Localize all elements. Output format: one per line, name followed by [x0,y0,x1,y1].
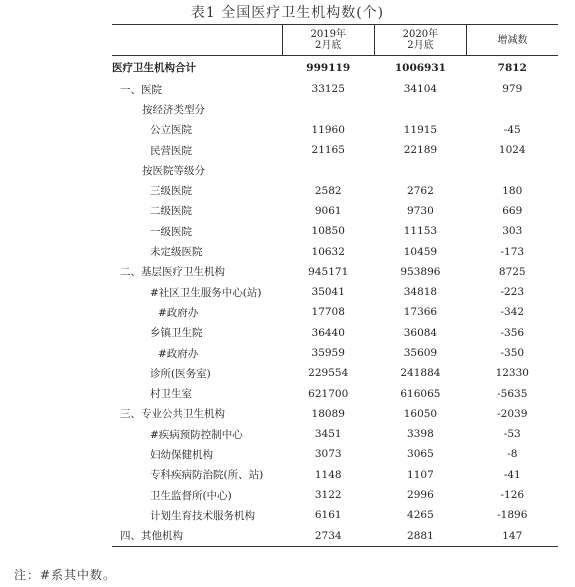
cell-2020: 2996 [407,489,434,502]
row-label: 按经济类型分 [142,103,205,116]
cell-2020: 36084 [403,326,438,339]
table-row [112,99,558,119]
cell-change: 8725 [498,265,526,278]
row-label: #政府办 [158,347,199,360]
cell-change: -223 [500,286,525,299]
cell-2020: 3065 [407,448,434,461]
cell-2019: 10850 [311,225,345,238]
cell-change: 303 [502,225,523,238]
table-row [112,343,558,363]
cell-2020: 10459 [403,245,438,258]
cell-2020: 17366 [403,306,438,319]
cell-2020: 2762 [407,184,434,197]
cell-2020: 34104 [403,83,438,96]
row-label: 计划生育技术服务机构 [150,509,255,522]
cell-change: -173 [500,245,525,258]
cell-2020: 11915 [403,123,438,136]
row-label: 村卫生室 [150,388,192,401]
row-label: #疾病预防控制中心 [150,428,243,441]
cell-change: -126 [500,489,525,502]
table-row [112,282,558,302]
table-row [112,201,558,221]
table-row [112,120,558,140]
cell-change: 669 [502,204,523,217]
row-label: 诊所(医务室) [150,367,211,380]
table-row [112,323,558,343]
footnote: 注：#系其中数。 [14,568,117,582]
cell-change: 7812 [467,56,558,80]
cell-change: -1896 [497,509,528,522]
cell-change: -8 [507,448,518,461]
cell-2019: 2734 [282,526,374,547]
row-label: 公立医院 [150,124,192,137]
header-label [112,25,282,56]
row-label: 专科疾病防治院(所、站) [150,469,264,482]
cell-2020: 4265 [407,509,434,522]
cell-2019: 9061 [314,204,342,217]
table-row [112,180,558,200]
cell-change [467,99,558,119]
table-row [112,383,558,403]
cell-change: 1024 [498,144,526,157]
row-label: 二、基层医疗卫生机构 [120,266,225,279]
cell-2019: 621700 [308,387,349,400]
cell-2020: 11153 [403,225,438,238]
header-2020 [374,25,466,56]
header-2020-line2: 2月底 [407,40,434,51]
row-label: 三级医院 [150,185,192,198]
cell-change: 147 [467,526,558,547]
cell-2019 [282,99,374,119]
row-label: #社区卫生服务中心(站) [150,286,262,299]
row-label: #政府办 [158,306,199,319]
table-row [112,262,558,282]
cell-2019: 1148 [314,468,342,481]
table-row [112,424,558,444]
cell-2020: 3398 [407,428,434,441]
row-label: 未定级医院 [150,246,203,259]
cell-2020 [374,160,466,180]
row-label: 妇幼保健机构 [150,448,213,461]
cell-2020 [374,99,466,119]
cell-2020: 35609 [403,347,438,359]
cell-change [467,160,558,180]
cell-change: -5635 [497,387,528,400]
cell-2019: 10632 [311,245,345,258]
cell-2019: 35959 [311,347,345,359]
cell-2019: 3451 [314,428,342,441]
cell-2019: 17708 [311,306,345,319]
cell-2020: 616065 [400,387,441,400]
table-row [112,444,558,464]
row-label: 二级医院 [150,205,192,218]
table-row [112,140,558,160]
table-row [112,241,558,261]
header-2020-line1: 2020年 [402,29,439,40]
cell-2019: 11960 [311,123,345,136]
table-row [112,505,558,525]
table-row [112,404,558,424]
table-row [112,160,558,180]
row-label: 民营医院 [150,144,192,157]
table-body [112,56,558,547]
cell-2019: 35041 [311,286,345,299]
cell-change: 979 [502,83,523,96]
table-row [112,302,558,322]
cell-2019 [282,160,374,180]
cell-2019: 6161 [314,509,342,522]
row-label: 一、医院 [120,83,162,96]
row-label: 四、其他机构 [112,526,282,547]
row-label: 医疗卫生机构合计 [112,56,282,80]
row-label: 卫生监督所(中心) [150,489,232,502]
cell-2020: 9730 [407,204,434,217]
cell-2019: 3073 [314,448,342,461]
cell-2020: 2881 [374,526,466,547]
header-2019 [282,25,374,56]
cell-2020: 953896 [400,265,441,278]
cell-2019: 21165 [311,144,345,157]
table-row [112,56,558,80]
row-label: 按医院等级分 [142,164,205,177]
cell-change: -342 [500,306,525,319]
table-row [112,79,558,99]
cell-2020: 34818 [403,286,438,299]
cell-change: -41 [503,468,521,481]
header-change: 增减数 [467,25,558,56]
table-row [112,465,558,485]
cell-2020: 241884 [400,367,441,380]
cell-2020: 16050 [403,407,438,420]
table-row [112,363,558,383]
cell-change: -53 [503,428,521,441]
cell-change: -356 [500,326,525,339]
header-2019-line2: 2月底 [315,40,342,51]
cell-2019: 18089 [311,407,345,420]
cell-2020: 1006931 [374,56,466,80]
cell-2020: 1107 [407,468,434,481]
cell-2019: 229554 [308,367,349,380]
table-row [112,526,558,547]
table-title: 表1 全国医疗卫生机构数(个) [190,5,385,21]
cell-change: 12330 [495,367,529,380]
cell-change: -45 [503,123,521,136]
cell-2019: 945171 [308,265,349,278]
table-header-row [112,25,558,56]
cell-2019: 2582 [314,184,342,197]
row-label: 一级医院 [150,225,192,238]
row-label: 乡镇卫生院 [150,327,203,340]
cell-2020: 22189 [403,144,438,157]
cell-change: -350 [500,347,525,359]
header-2019-line1: 2019年 [310,29,346,40]
cell-2019: 33125 [311,83,345,96]
cell-change: -2039 [497,407,528,420]
row-label: 三、专业公共卫生机构 [120,408,225,421]
table-row [112,485,558,505]
cell-change: 180 [502,184,523,197]
table-row [112,221,558,241]
cell-2019: 3122 [314,489,342,502]
institutions-table [112,24,558,547]
cell-2019: 999119 [282,56,374,80]
cell-2019: 36440 [311,326,345,339]
